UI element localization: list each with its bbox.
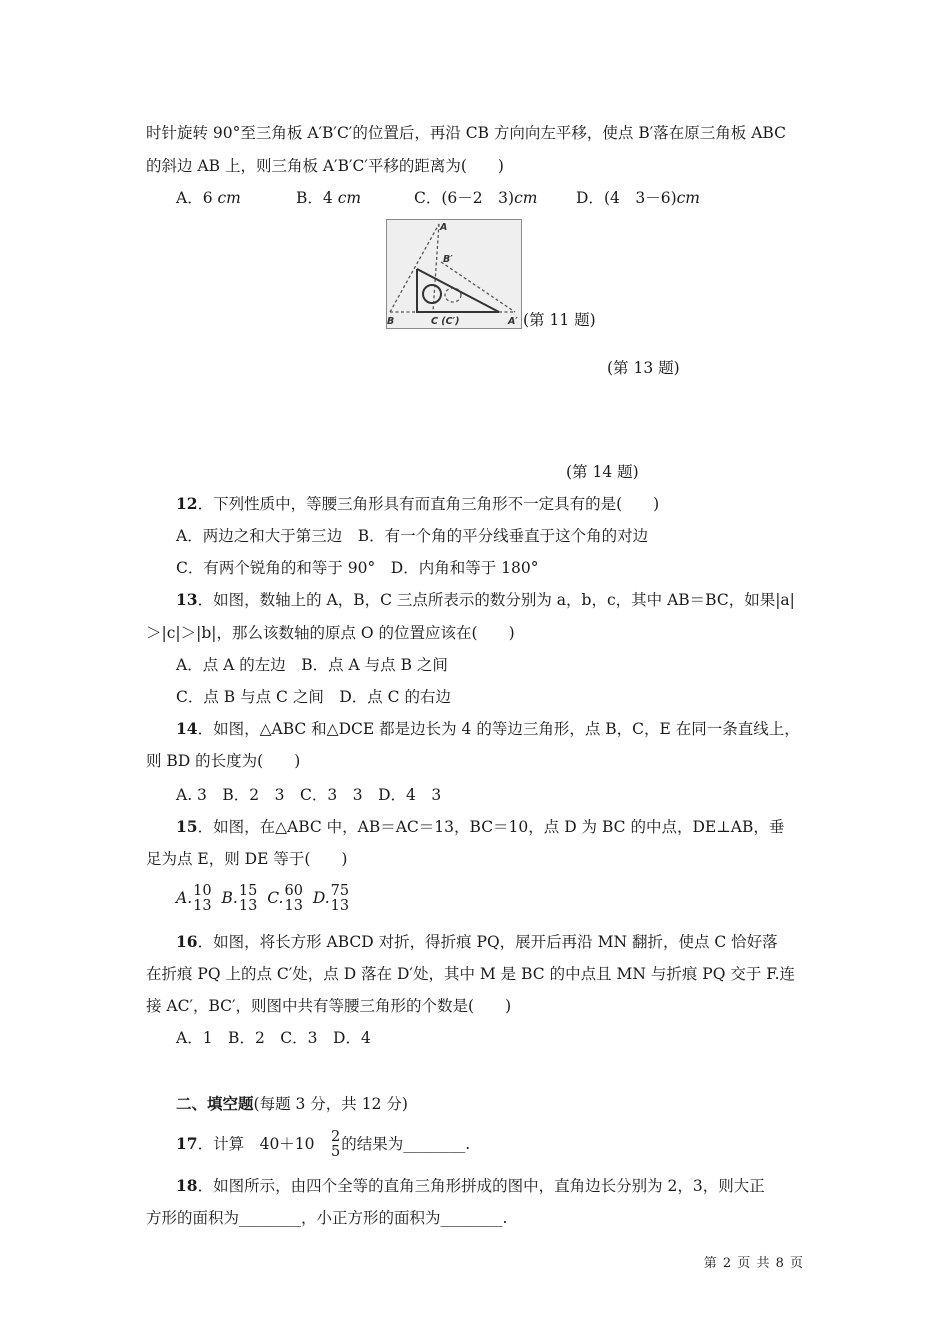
- q15-stem-line1: 15．如图，在△ABC 中，AB＝AC＝13，BC＝10，点 D 为 BC 的中点，DE⊥AB，垂: [176, 817, 785, 836]
- page-footer: 第 2 页 共 8 页: [703, 1256, 804, 1271]
- q12-options-line2: C．有两个锐角的和等于 90° D．内角和等于 180°: [176, 559, 539, 577]
- q15-option-c: C. 60 13: [267, 883, 303, 914]
- label-a-prime: A′: [508, 316, 518, 327]
- q13-options-line1: A．点 A 的左边 B．点 A 与点 B 之间: [176, 656, 448, 674]
- q15-option-a: A. 10 13: [176, 883, 212, 914]
- label-b: B: [387, 316, 395, 327]
- q18-stem-line2: 方形的面积为________，小正方形的面积为________.: [146, 1209, 508, 1227]
- q11-stem-line2: 的斜边 AB 上，则三角板 A′B′C′平移的距离为( ): [146, 157, 504, 175]
- q11-option-b: B．4 cm: [296, 189, 362, 207]
- section-2-heading: 二、填空题(每题 3 分，共 12 分): [176, 1094, 408, 1113]
- q11-option-d: D．(4 3－6)cm: [576, 189, 701, 207]
- triangle-diagram: [387, 220, 521, 328]
- label-c: C (C′): [431, 316, 460, 327]
- q11-option-a: A．6 cm: [176, 189, 241, 207]
- q12-options-line1: A．两边之和大于第三边 B．有一个角的平分线垂直于这个角的对边: [176, 527, 649, 545]
- q12-stem: 12．下列性质中，等腰三角形具有而直角三角形不一定具有的是( ): [176, 494, 660, 513]
- q16-stem-line2: 在折痕 PQ 上的点 C′处，点 D 落在 D′处，其中 M 是 BC 的中点且 MN 与折痕 PQ 交于 F.连: [146, 965, 796, 983]
- q11-figure: [386, 219, 522, 329]
- q11-option-c: C．(6－2 3)cm: [414, 189, 538, 207]
- q11-stem-line1: 时针旋转 90°至三角板 A′B′C′的位置后，再沿 CB 方向向左平移，使点 B′落在原三角板 ABC: [146, 124, 786, 142]
- q15-stem-line2: 足为点 E，则 DE 等于( ): [146, 850, 348, 868]
- q14-stem-line1: 14．如图，△ABC 和△DCE 都是边长为 4 的等边三角形，点 B，C，E 在同一条直线上，: [176, 719, 800, 738]
- q15-option-b: B. 15 13: [221, 883, 258, 914]
- q15-options: [176, 880, 350, 916]
- q16-stem-line3: 接 AC′，BC′，则图中共有等腰三角形的个数是( ): [146, 997, 512, 1015]
- q13-options-line2: C．点 B 与点 C 之间 D．点 C 的右边: [176, 688, 451, 706]
- q15-option-d: D. 75 13: [312, 883, 350, 914]
- q18-stem-line1: 18．如图所示，由四个全等的直角三角形拼成的图中，直角边长分别为 2，3，则大正: [176, 1176, 765, 1195]
- label-a: A: [440, 222, 448, 233]
- q17-stem: 17．计算 40＋10 2 5 的结果为________.: [176, 1129, 471, 1160]
- q13-stem-line1: 13．如图，数轴上的 A，B，C 三点所表示的数分别为 a，b，c，其中 AB＝BC，如果|a|: [176, 590, 795, 609]
- q16-stem-line1: 16．如图，将长方形 ABCD 对折，得折痕 PQ，展开后再沿 MN 翻折，使点 C 恰好落: [176, 932, 778, 951]
- q14-stem-line2: 则 BD 的长度为( ): [146, 752, 301, 770]
- q14-figure-caption: (第 14 题): [566, 463, 639, 481]
- label-b-prime: B′: [443, 254, 453, 265]
- q13-figure-caption: (第 13 题): [607, 359, 680, 377]
- q14-options: A. 3 B．2 3 C．3 3 D．4 3: [176, 786, 442, 804]
- q11-figure-caption: (第 11 题): [523, 311, 596, 329]
- q16-options: A．1 B．2 C．3 D．4: [176, 1029, 371, 1047]
- q13-stem-line2: ＞|c|＞|b|，那么该数轴的原点 O 的位置应该在( ): [146, 624, 515, 642]
